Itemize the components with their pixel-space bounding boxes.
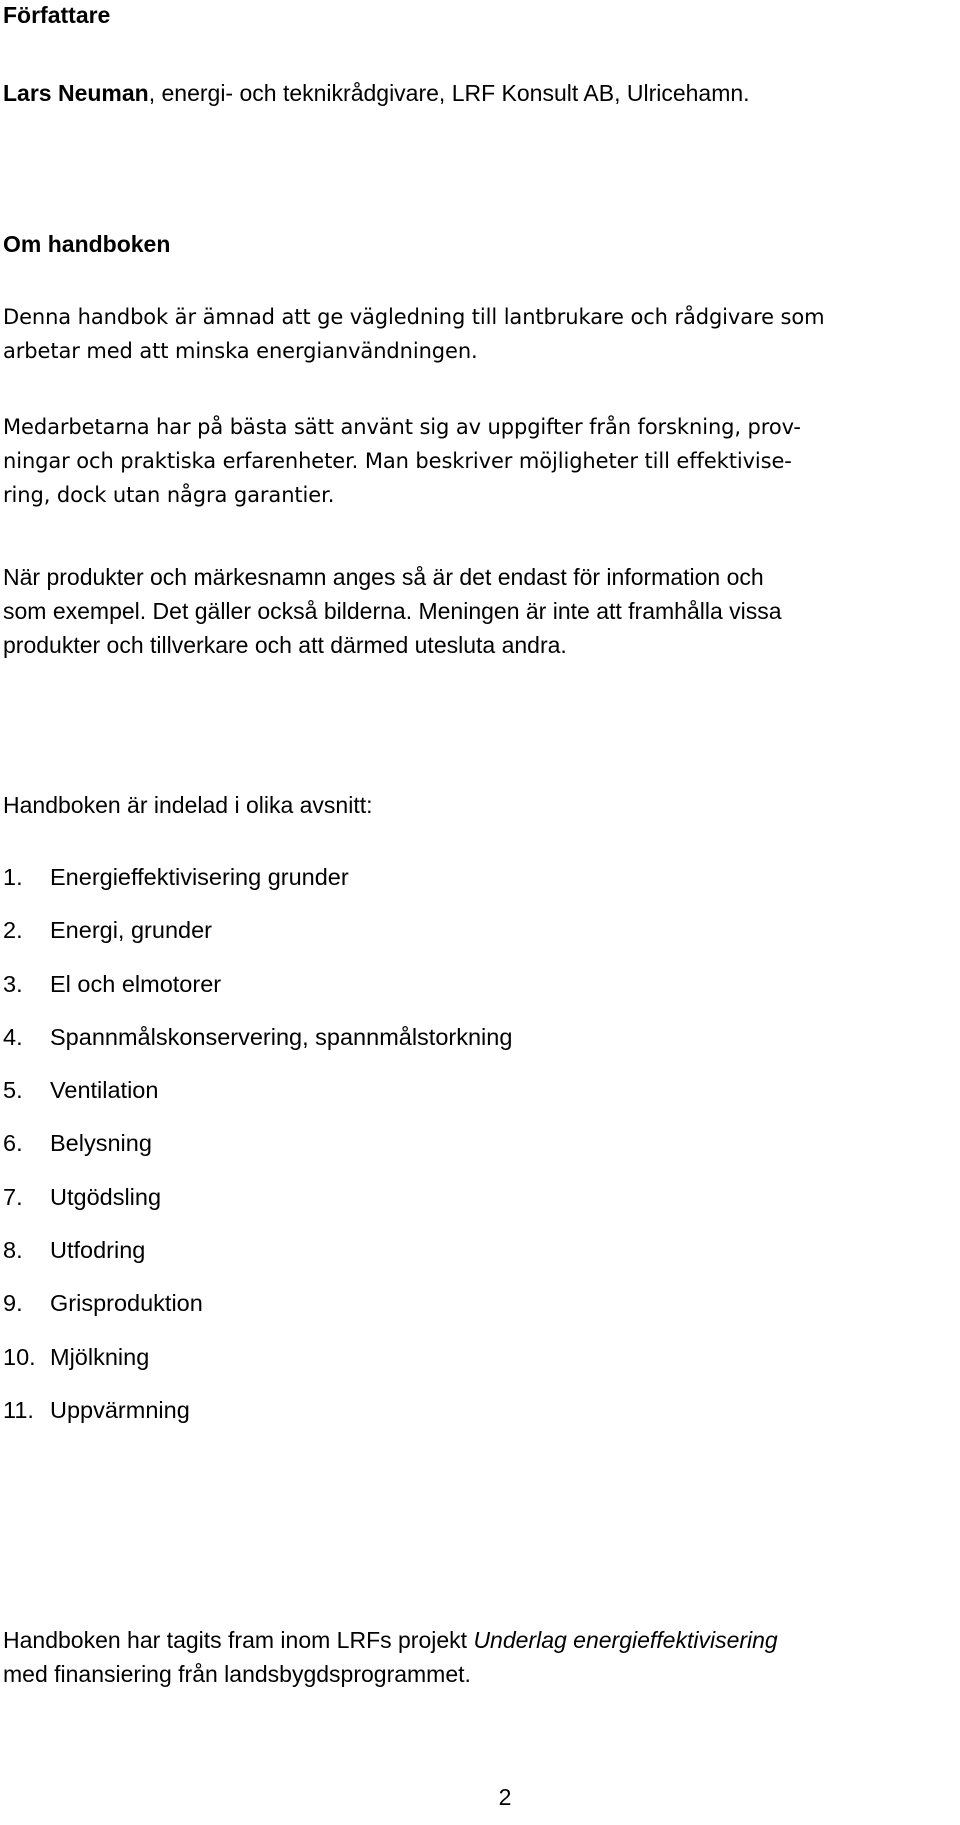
sections-list xyxy=(3,860,938,1446)
list-item-number: 5. xyxy=(3,1077,23,1104)
list-item xyxy=(3,967,938,1020)
footer-note-line-2: med finansiering från landsbygdsprogrammet. xyxy=(3,1661,471,1687)
about-heading: Om handboken xyxy=(3,231,171,257)
about-paragraph-3 xyxy=(3,560,938,662)
list-item-number: 10. xyxy=(3,1343,36,1370)
list-item-label: Ventilation xyxy=(50,1077,159,1104)
list-item xyxy=(3,913,938,966)
author-heading: Författare xyxy=(3,2,111,28)
list-item-label: Energieffektivisering grunder xyxy=(50,864,349,890)
list-item xyxy=(3,1073,938,1126)
list-item-number: 2. xyxy=(3,917,23,944)
list-item-number: 1. xyxy=(3,864,23,890)
list-item-number: 4. xyxy=(3,1023,23,1050)
list-item-number: 8. xyxy=(3,1237,23,1264)
list-item xyxy=(3,1286,938,1339)
list-item xyxy=(3,1233,938,1286)
about-paragraph-2 xyxy=(3,410,938,512)
list-item-label: El och elmotorer xyxy=(50,970,222,997)
list-item-label: Energi, grunder xyxy=(50,917,212,944)
author-line xyxy=(3,76,938,110)
sections-intro: Handboken är indelad i olika avsnitt: xyxy=(3,792,373,818)
list-item-number: 3. xyxy=(3,970,23,997)
project-name: Underlag energieffektivisering xyxy=(473,1627,778,1653)
list-item-label: Uppvärmning xyxy=(50,1396,190,1423)
about-paragraph-1-line-2: arbetar med att minska energianvändningen. xyxy=(3,339,478,363)
list-item-number: 7. xyxy=(3,1183,23,1210)
footer-note xyxy=(3,1623,938,1691)
list-item-label: Belysning xyxy=(50,1130,152,1157)
about-paragraph-2-line-1: Medarbetarna har på bästa sätt använt sig av uppgifter från forskning, prov- xyxy=(3,415,801,439)
list-item-label: Utgödsling xyxy=(50,1183,162,1210)
list-item xyxy=(3,1393,938,1446)
about-paragraph-3-line-1: När produkter och märkesnamn anges så är det endast för information och xyxy=(3,564,764,590)
footer-note-text: Handboken har tagits fram inom LRFs projekt xyxy=(3,1627,474,1653)
about-paragraph-3-line-2: som exempel. Det gäller också bilderna. Meningen är inte att framhålla vissa xyxy=(3,598,782,624)
author-description: , energi- och teknikrådgivare, LRF Konsult AB, Ulricehamn. xyxy=(148,80,750,106)
author-name: Lars Neuman xyxy=(3,80,149,106)
about-paragraph-2-line-3: ring, dock utan några garantier. xyxy=(3,483,335,507)
list-item xyxy=(3,860,938,913)
list-item-label: Spannmålskonservering, spannmålstorkning xyxy=(50,1023,513,1050)
list-item xyxy=(3,1180,938,1233)
about-paragraph-2-line-2: ningar och praktiska erfarenheter. Man beskriver möjligheter till effektivise- xyxy=(3,449,792,473)
list-item-number: 9. xyxy=(3,1290,23,1317)
footer-note-line-1 xyxy=(3,1623,938,1657)
about-paragraph-1 xyxy=(3,300,938,368)
list-item-number: 6. xyxy=(3,1130,23,1157)
list-item-label: Grisproduktion xyxy=(50,1290,203,1317)
list-item xyxy=(3,1340,938,1393)
list-item xyxy=(3,1020,938,1073)
page-number: 2 xyxy=(498,1784,512,1810)
list-item-number: 11. xyxy=(3,1396,34,1423)
list-item-label: Mjölkning xyxy=(50,1343,150,1370)
about-paragraph-3-line-3: produkter och tillverkare och att därmed utesluta andra. xyxy=(3,632,567,658)
about-paragraph-1-line-1: Denna handbok är ämnad att ge vägledning till lantbrukare och rådgivare som xyxy=(3,305,825,329)
list-item-label: Utfodring xyxy=(50,1237,146,1264)
list-item xyxy=(3,1126,938,1179)
sections-list-container xyxy=(3,860,938,1446)
